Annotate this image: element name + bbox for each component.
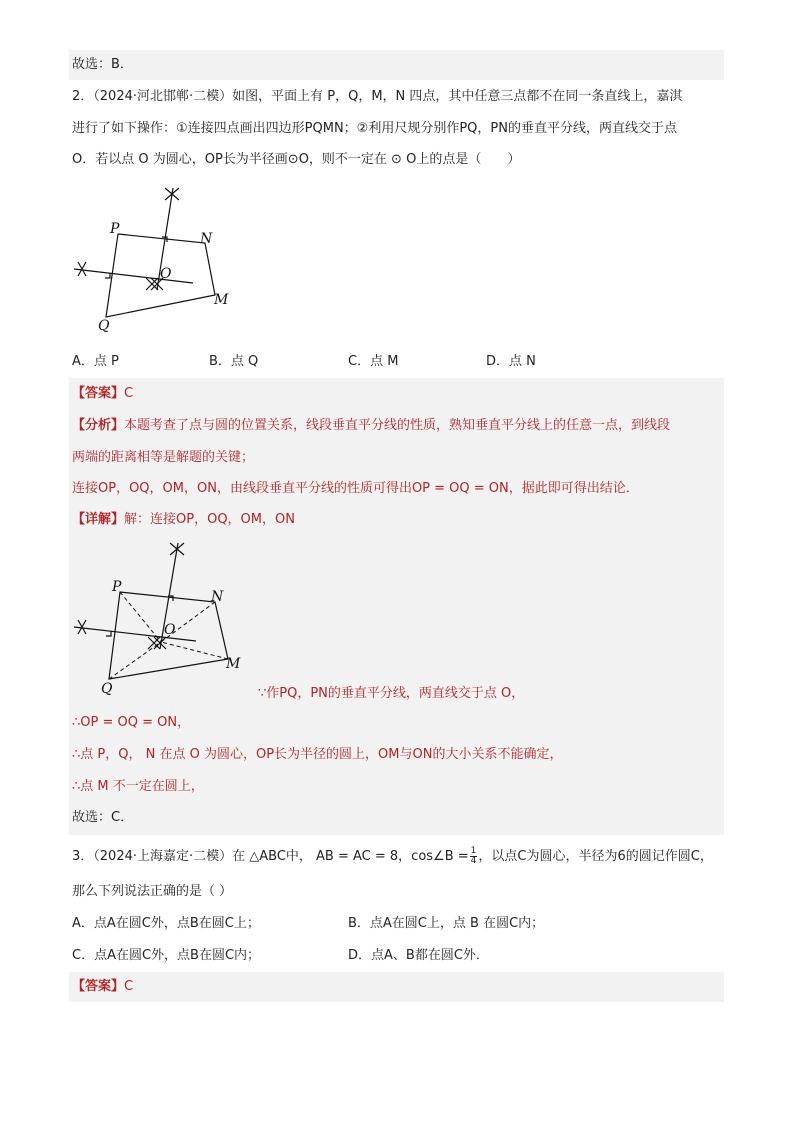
q2-stem-line-2: 进行了如下操作：①连接四点画出四边形PQMN；②利用尺规分别作PQ，PN的垂直平分线，两直线交于点 [72, 121, 677, 136]
detail-label-m: M [226, 656, 241, 672]
detail-label-p: P [112, 579, 122, 595]
segment-oq [109, 642, 161, 679]
perp-bisector-pq [74, 269, 193, 283]
analysis-tag: 【分析】 [72, 418, 125, 433]
segment-om [161, 642, 228, 659]
q2-analysis-line-3: 连接OP，OQ，OM，ON，由线段垂直平分线的性质可得出OP = OQ = ON，据此即可得出结论． [72, 481, 639, 496]
q2-answer [72, 384, 133, 404]
q2-option-c: C．点 M [348, 354, 399, 369]
detail-tag: 【详解】 [72, 512, 125, 527]
cos-fraction: $\frac{1}{4}$ [470, 846, 477, 866]
label-m: M [214, 292, 229, 308]
q2-option-d: D．点 N [486, 354, 536, 369]
q3-option-a: A．点A在圆C外，点B在圆C上； [72, 916, 260, 931]
answer-tag: 【答案】 [72, 386, 125, 401]
q3-stem-line-2: 那么下列说法正确的是（ ） [72, 884, 233, 899]
q2-detail-line-5: ∴点 M 不一定在圆上， [72, 779, 204, 794]
label-p: P [110, 221, 120, 237]
q3-answer-value: C [124, 979, 134, 994]
label-o: O [160, 266, 172, 282]
q3-answer-tag: 【答案】 [72, 979, 125, 994]
q3-option-b: B．点A在圆C上，点 B 在圆C内； [348, 916, 545, 931]
detail-label-q: Q [101, 681, 113, 697]
q2-detail-figure [68, 535, 253, 700]
q2-analysis-line-1: 【分析】本题考查了点与圆的位置关系，线段垂直平分线的性质，熟知垂直平分线上的任意一点，到线段 [72, 418, 671, 433]
q2-figure [68, 180, 243, 340]
q2-conclusion: 故选：C． [72, 810, 134, 825]
q2-analysis-line-2: 两端的距离相等是解题的关键； [72, 450, 255, 465]
q2-stem-line-3: O．若以点 O 为圆心，OP长为半径画⊙O，则不一定在 ⊙ O上的点是（ ） [72, 152, 521, 167]
q2-detail-line-1: 【详解】解：连接OP，OQ，OM，ON [72, 512, 295, 527]
previous-answer-block [69, 50, 724, 80]
detail-label-n: N [211, 589, 224, 605]
q3-answer [72, 977, 133, 997]
label-q: Q [98, 318, 110, 334]
q3-option-c: C．点A在圆C外，点B在圆C内； [72, 948, 261, 963]
q2-option-b: B．点 Q [209, 354, 259, 369]
q3-option-d: D．点A、B都在圆C外． [348, 948, 489, 963]
q3-answer-block [69, 972, 724, 1002]
q2-detail-line-3: ∴OP = OQ = ON， [72, 715, 191, 730]
q2-stem-line-1: 2．（2024·河北邯郸·二模）如图，平面上有 P，Q，M，N 四点，其中任意三点都不在同一条直线上，嘉淇 [72, 89, 683, 104]
q2-option-a: A．点 P [72, 354, 119, 369]
answer-value: C [124, 386, 134, 401]
q2-detail-line-2: ∵作PQ，PN的垂直平分线，两直线交于点 O， [258, 686, 525, 701]
previous-conclusion: 故选：B． [72, 57, 133, 72]
detail-label-o: O [164, 622, 176, 638]
q2-detail-line-4: ∴点 P，Q， N 在点 O 为圆心，OP长为半径的圆上，OM与ON的大小关系不能确定， [72, 747, 563, 762]
q3-stem-line-1: 3．（2024·上海嘉定·二模）在 △ABC中， AB = AC = 8，cos∠B = $\frac{1}{4}$ ，以点C为圆心，半径为6的圆记作圆C， [72, 846, 713, 866]
label-n: N [200, 231, 213, 247]
